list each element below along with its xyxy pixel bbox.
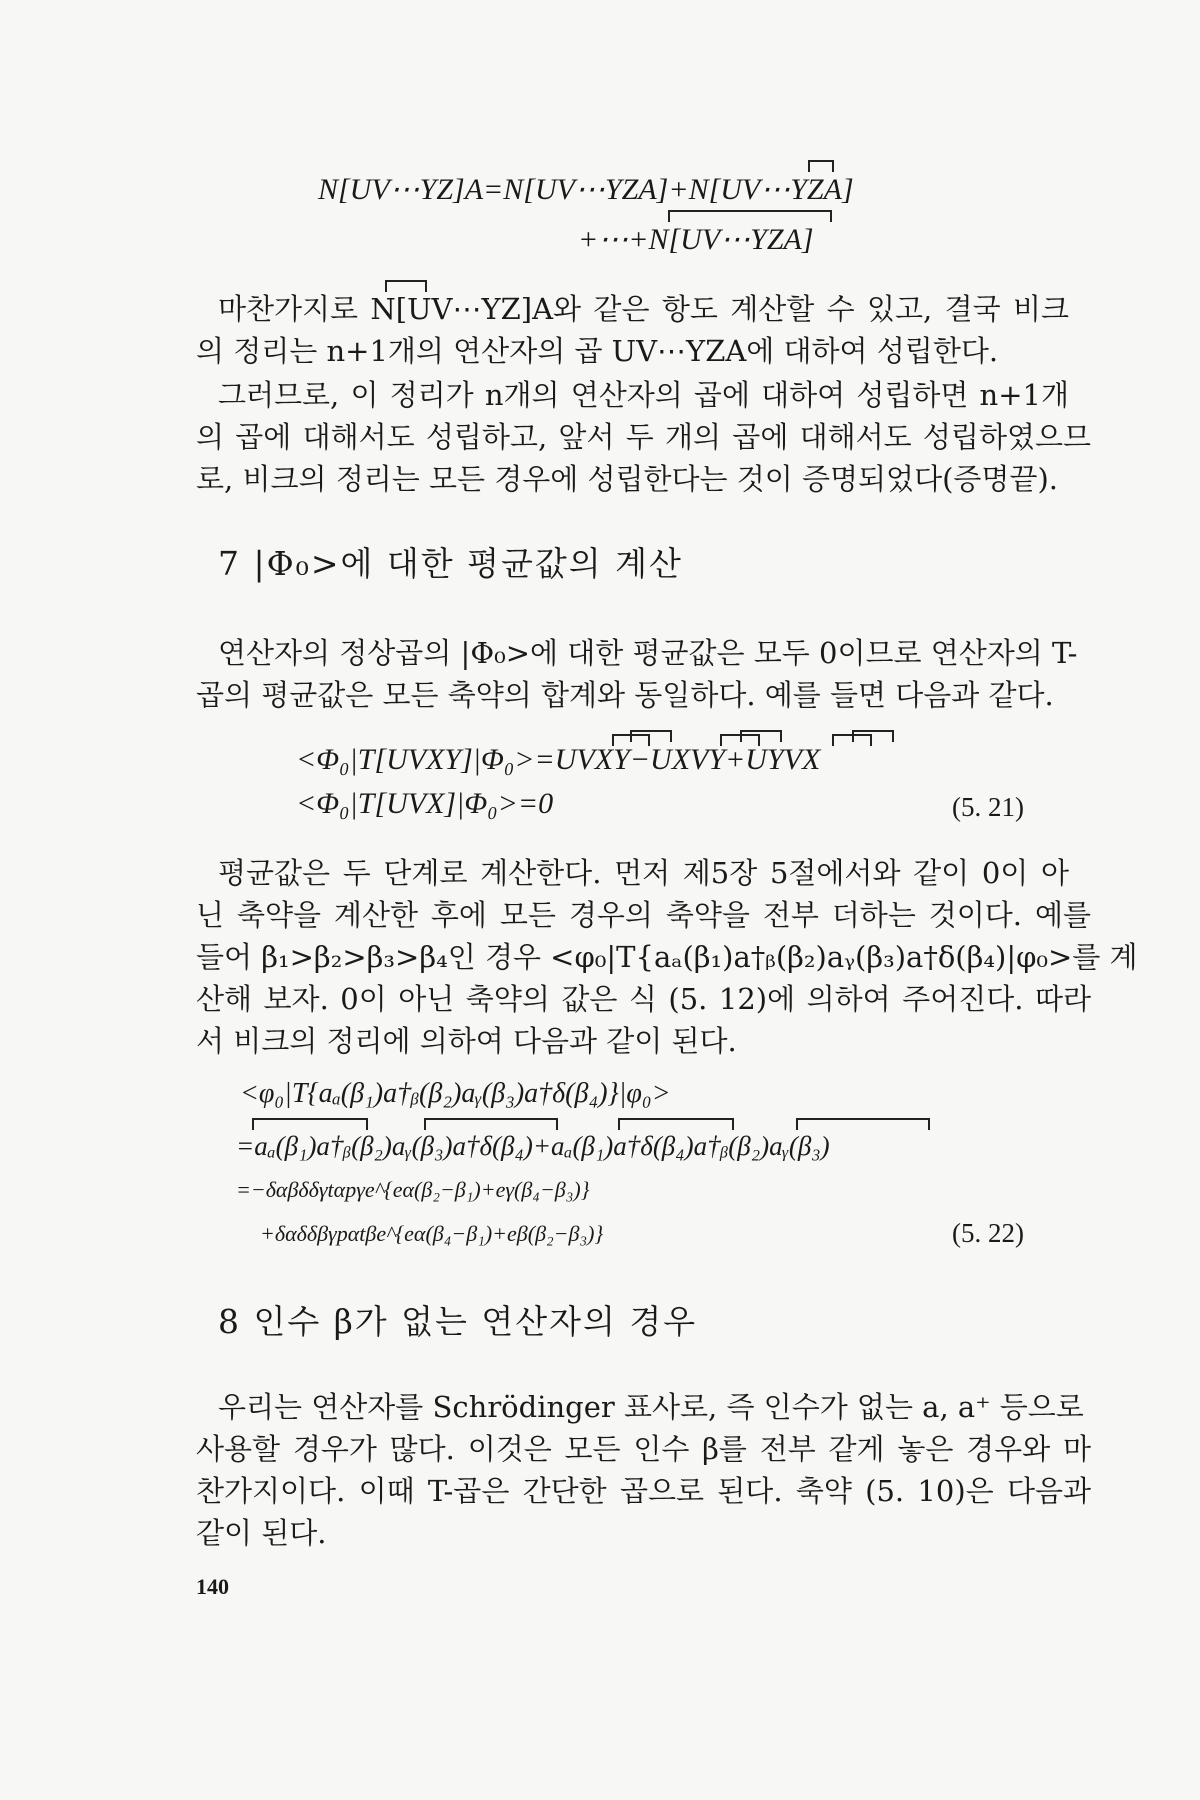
section-heading: 8 인수 β가 없는 연산자의 경우 (218, 1302, 698, 1341)
equation-5-21 (296, 738, 820, 826)
text-line: 같이 된다. (196, 1516, 327, 1550)
paragraph (196, 852, 1138, 1062)
equation-5-22-lhs: <φ₀|T{aₐ(β₁)a†ᵦ(β₂)aᵧ(β₃)a†δ(β₄)}|φ₀> (240, 1078, 671, 1109)
equation-line: N[UV⋯YZ]A=N[UV⋯YZA]+N[UV⋯YZA] (318, 173, 854, 206)
text-line: 마찬가지로 N[UV⋯YZ]A와 같은 항도 계산할 수 있고, 결국 비크 (218, 292, 1069, 326)
page-number: 140 (196, 1574, 229, 1599)
paragraph (196, 632, 1091, 716)
text-line: 평균값은 두 단계로 계산한다. 먼저 제5장 5절에서와 같이 0이 아 (218, 856, 1069, 890)
text-line: 그러므로, 이 정리가 n개의 연산자의 곱에 대하여 성립하면 n+1개 (218, 378, 1069, 412)
text-line: 의 곱에 대해서도 성립하고, 앞서 두 개의 곱에 대해서도 성립하였으므 (196, 420, 1091, 454)
text-line: 찬가지이다. 이때 T-곱은 간단한 곱으로 된다. 축약 (5. 10)은 다음과 (196, 1474, 1091, 1508)
contraction-bracket (808, 160, 834, 172)
equation-line: +⋯+N[UV⋯YZA] (578, 223, 814, 256)
paragraph (196, 374, 1091, 500)
equation-line: +δαδδβγpαtβe^{eα(β₄−β₁)+eβ(β₂−β₃)} (260, 1221, 604, 1246)
text-line: 산해 보자. 0이 아닌 축약의 값은 식 (5. 12)에 의하여 주어진다. 따라 (196, 982, 1091, 1016)
text-line: 우리는 연산자를 Schrödinger 표사로, 즉 인수가 없는 a, a⁺ 등으로 (218, 1390, 1084, 1424)
equation-line: =−δαβδδγtαpγe^{eα(β₂−β₁)+eγ(β₄−β₃)} (236, 1177, 590, 1202)
contraction-bracket (385, 280, 427, 292)
section-heading: 7 |Φ₀>에 대한 평균값의 계산 (218, 544, 683, 583)
text-line: 의 정리는 n+1개의 연산자의 곱 UV⋯YZA에 대하여 성립한다. (196, 334, 999, 368)
equation-line: <Φ₀|T[UVXY]|Φ₀>=UVXY−UXVY+UYVX (296, 743, 821, 776)
equation-line: <Φ₀|T[UVX]|Φ₀>=0 (296, 787, 554, 820)
equation-line: =aₐ(β₁)a†ᵦ(β₂)aᵧ(β₃)a†δ(β₄)+aₐ(β₁)a†δ(β₄)a†ᵦ(β₂)aᵧ(β₃) (236, 1131, 830, 1161)
equation-wick-top (318, 168, 854, 212)
equation-wick-top-cont (578, 218, 814, 262)
text-line: 곱의 평균값은 모든 축약의 합계와 동일하다. 예를 들면 다음과 같다. (196, 678, 1054, 712)
text-line: 닌 축약을 계산한 후에 모든 경우의 축약을 전부 더하는 것이다. 예를 (196, 898, 1091, 932)
paragraph (196, 288, 1091, 372)
paragraph (196, 1386, 1091, 1554)
equation-number: (5. 21) (952, 792, 1024, 822)
text-line: 서 비크의 정리에 의하여 다음과 같이 된다. (196, 1024, 737, 1058)
text-line: 들어 β₁>β₂>β₃>β₄인 경우 <φ₀|T{aₐ(β₁)a†ᵦ(β₂)aᵧ(β₃)a†δ(β₄)|φ₀>를 계 (196, 940, 1138, 974)
text-line: 사용할 경우가 많다. 이것은 모든 인수 β를 전부 같게 놓은 경우와 마 (196, 1432, 1091, 1466)
text-line: 연산자의 정상곱의 |Φ₀>에 대한 평균값은 모두 0이므로 연산자의 T- (218, 636, 1078, 670)
text-line: 로, 비크의 정리는 모든 경우에 성립한다는 것이 증명되었다(증명끝). (196, 462, 1058, 496)
equation-number: (5. 22) (952, 1218, 1024, 1248)
contraction-bracket (852, 730, 894, 742)
equation-5-22 (236, 1124, 830, 1256)
